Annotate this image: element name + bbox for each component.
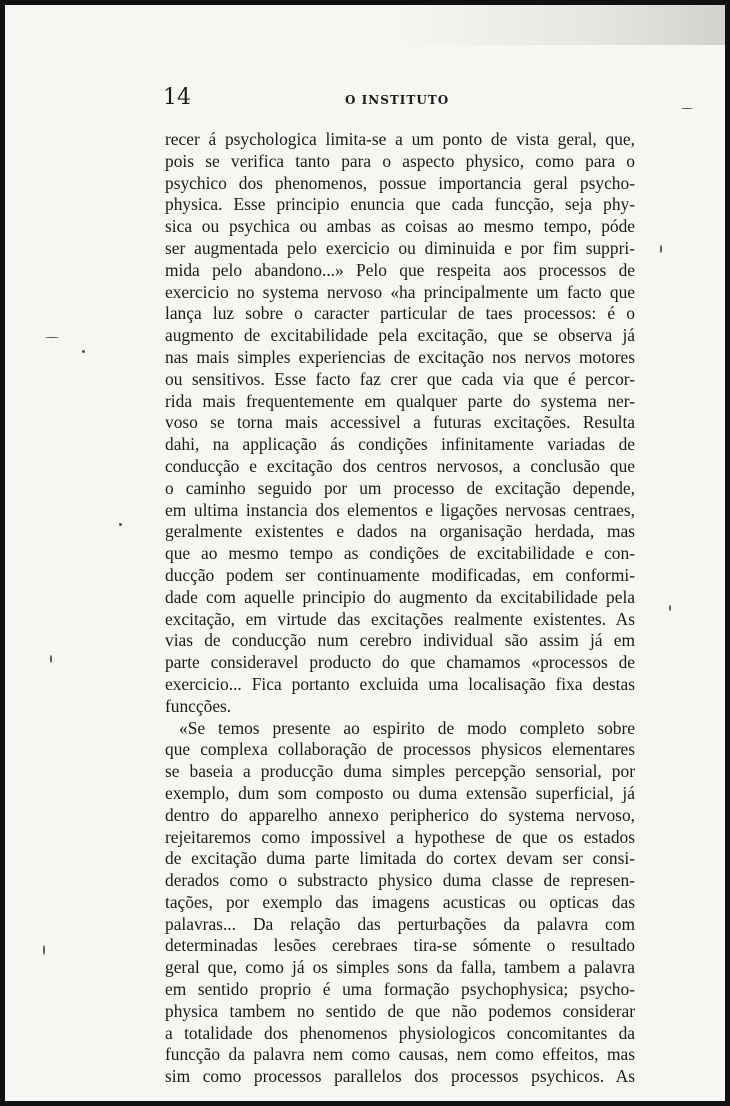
text-line: vias de conducção num cerebro individual são assim já em — [165, 630, 635, 651]
text-line: determinadas lesões cerebraes tira-se sómente o resultado — [165, 935, 635, 956]
text-line: funcção da palavra nem como causas, nem como effeitos, mas — [165, 1044, 635, 1065]
text-line: pois se verifica tanto para o aspecto physico, como para o — [165, 150, 635, 171]
text-line: dahi, na applicação ás condições infinitamente variadas de — [165, 434, 635, 455]
text-line: physica. Esse principio enuncia que cada funcção, seja phy- — [165, 194, 635, 215]
text-line: exemplo, dum som composto ou duma extensão superficial, já — [165, 782, 635, 803]
text-line: recer á psychologica limita-se a um ponto de vista geral, que, — [165, 129, 635, 149]
running-head: O INSTITUTO — [345, 93, 450, 107]
text-line: excitação, em virtude das excitações realmente existentes. As — [165, 608, 635, 629]
text-line: que complexa collaboração de processos physicos elementares — [165, 739, 635, 760]
text-line: que ao mesmo tempo as condições de excitabilidade e con- — [165, 543, 635, 564]
text-line: psychico dos phenomenos, possue importancia geral psycho- — [165, 172, 635, 193]
text-line: funcções. — [165, 695, 232, 716]
text-line: augmento de excitabilidade pela excitação, que se observa já — [165, 325, 635, 346]
scan-speck — [669, 605, 671, 611]
text-line: lança luz sobre o caracter particular de taes processos: é o — [165, 303, 635, 324]
scan-speck — [45, 337, 59, 338]
text-line: tações, por exemplo das imagens acusticas ou opticas das — [165, 891, 635, 912]
scan-speck — [660, 245, 662, 253]
scan-speck — [43, 945, 45, 955]
text-line: em ultima instancia dos elementos e ligações nervosas centraes, — [165, 499, 635, 520]
text-line: exercicio... Fica portanto excluida uma localisação fixa destas — [165, 673, 635, 694]
text-line: a totalidade dos phenomenos physiologicos concomitantes da — [165, 1022, 635, 1043]
text-line: palavras... Da relação das perturbações da palavra com — [165, 913, 635, 934]
text-line: dade com aquelle principio do augmento da excitabilidade pela — [165, 586, 635, 607]
text-line: physica tambem no sentido de que não podemos considerar — [165, 1000, 635, 1021]
body-text — [165, 129, 635, 1088]
text-line: geral que, como já os simples sons da falla, tambem a palavra — [165, 957, 635, 978]
text-line: se baseia a producção duma simples percepção sensorial, por — [165, 761, 635, 782]
text-line: ou sensitivos. Esse facto faz crer que cada via que é percor- — [165, 368, 635, 389]
text-line: ser augmentada pelo exercicio ou diminuida e por fim suppri- — [165, 237, 635, 258]
text-line: dentro do apparelho annexo peripherico do systema nervoso, — [165, 804, 635, 825]
text-line: rejeitaremos como impossivel a hypothese de que os estados — [165, 826, 635, 847]
scan-speck — [119, 523, 122, 526]
page-header — [5, 85, 725, 115]
text-line: sim como processos parallelos dos processos psychicos. As — [165, 1066, 635, 1087]
text-line: exercicio no systema nervoso «ha principalmente um facto que — [165, 281, 635, 302]
text-line: parte consideravel producto do que chamamos «processos de — [165, 652, 635, 673]
text-line: conducção e excitação dos centros nervosos, a conclusão que — [165, 455, 635, 476]
scan-speck — [50, 655, 52, 663]
text-line: sica ou psychica ou ambas as coisas ao mesmo tempo, póde — [165, 216, 635, 237]
scan-speck — [681, 108, 693, 109]
text-line: rida mais frequentemente em qualquer parte do systema ner- — [165, 390, 635, 411]
text-line: nas mais simples experiencias de excitação nos nervos motores — [165, 346, 635, 367]
page-number: 14 — [163, 85, 191, 110]
text-line: geralmente existentes e dados na organisação herdada, mas — [165, 521, 635, 542]
text-line: ducção podem ser continuamente modificadas, em conformi- — [165, 564, 635, 585]
text-line: o caminho seguido por um processo de excitação depende, — [165, 477, 635, 498]
text-line: de excitação duma parte limitada do cortex devam ser consi- — [165, 848, 635, 869]
text-line: em sentido proprio é uma formação psychophysica; psycho- — [165, 979, 635, 1000]
text-line: mida pelo abandono...» Pelo que respeita aos processos de — [165, 259, 635, 280]
text-line: derados como o substracto physico duma classe de represen- — [165, 870, 635, 891]
text-line: voso se torna mais accessivel a futuras excitações. Resulta — [165, 412, 635, 433]
text-line: «Se temos presente ao espirito de modo completo sobre — [179, 717, 635, 738]
scan-speck — [82, 350, 85, 353]
